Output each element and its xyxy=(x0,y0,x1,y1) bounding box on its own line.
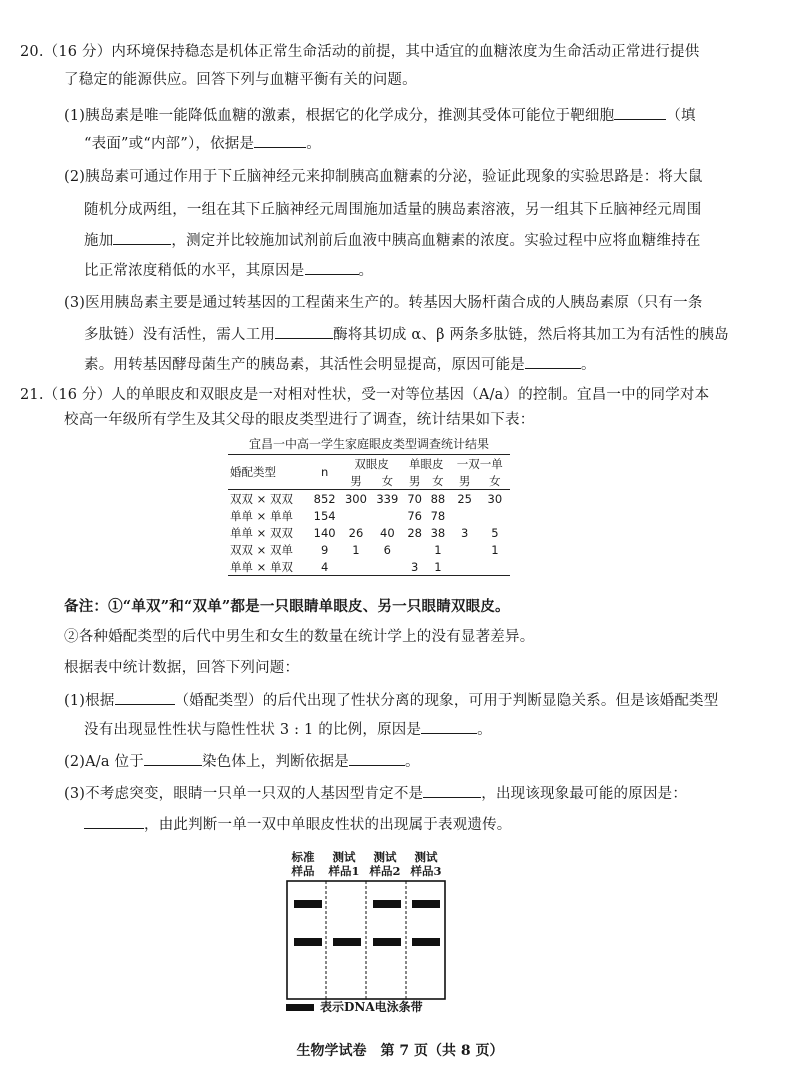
answer-blank[interactable] xyxy=(113,230,171,245)
q21-part3-line2 xyxy=(84,814,512,835)
header-male: 男 xyxy=(450,472,480,490)
legend-text: 表示DNA电泳条带 xyxy=(320,1000,423,1014)
cell-value xyxy=(450,541,480,558)
q20-part2-text-e: 比正常浓度稍低的水平，其原因是 xyxy=(84,263,305,279)
q20-part3-text-d: 素。用转基因酵母菌生产的胰岛素，其活性会明显提高，原因可能是 xyxy=(84,357,525,373)
cell-value: 28 xyxy=(407,525,422,540)
cell-value: 38 xyxy=(430,525,446,540)
q20-line-1: 20.（16 分）内环境保持稳态是机体正常生命活动的前提，其中适宜的血糖浓度为生命活动正常进行提供 xyxy=(20,44,700,60)
cell-type: 双双 × 双双 xyxy=(230,491,293,506)
band-sample1-lower xyxy=(333,938,361,946)
q21-part1-text-a: (1)根据 xyxy=(64,693,115,709)
cell-value: 339 xyxy=(376,491,399,506)
header-double-eyelid: 双眼皮 xyxy=(354,456,389,471)
header-n: n xyxy=(309,455,340,490)
q21-part3-text-c: ，由此判断一单一双中单眼皮性状的出现属于表观遗传。 xyxy=(144,817,512,833)
q20-part2-line4 xyxy=(84,260,373,281)
answer-blank[interactable] xyxy=(254,133,306,148)
cell-value: 25 xyxy=(457,491,472,506)
cell-value: 1 xyxy=(434,559,442,574)
table-header-row xyxy=(228,455,510,473)
answer-blank[interactable] xyxy=(421,719,477,734)
band-sample2-upper xyxy=(373,900,401,908)
cell-value xyxy=(450,507,480,524)
cell-n: 852 xyxy=(313,491,336,506)
answer-blank[interactable] xyxy=(305,260,359,275)
q20-part2-line1: (2)胰岛素可通过作用于下丘脑神经元来抑制胰高血糖素的分泌，验证此现象的实验思路是：将大鼠 xyxy=(64,169,703,185)
lane-label-standard: 标准 样品 xyxy=(291,850,315,878)
answer-blank[interactable] xyxy=(275,324,333,339)
cell-value: 40 xyxy=(380,525,395,540)
q21-part2-text-c: 。 xyxy=(404,754,420,770)
header-female: 女 xyxy=(372,472,403,490)
survey-table xyxy=(228,454,510,576)
q21-line-1: 21.（16 分）人的单眼皮和双眼皮是一对相对性状，受一对等位基因（A/a）的控制。宜昌一中的同学对本 xyxy=(20,387,710,403)
answer-blank[interactable] xyxy=(115,690,175,705)
q21-part1-text-c: 没有出现显性性状与隐性性状 3 : 1 的比例，原因是 xyxy=(84,722,422,738)
cell-value: 1 xyxy=(352,542,360,557)
cell-value: 3 xyxy=(460,525,469,540)
header-mixed-eyelid: 一双一单 xyxy=(456,456,503,471)
cell-value xyxy=(340,558,371,576)
answer-blank[interactable] xyxy=(423,783,481,798)
q20-part3-line3 xyxy=(84,354,596,375)
note-1: 备注：①“单双”和“双单”都是一只眼睛单眼皮、另一只眼睛双眼皮。 xyxy=(64,598,510,615)
table-row xyxy=(228,558,510,576)
cell-value xyxy=(372,558,403,576)
q20-part1-text-b: （填 xyxy=(666,108,696,124)
q21-part2-line xyxy=(64,751,420,772)
q20-part3-line1: (3)医用胰岛素主要是通过转基因的工程菌来生产的。转基因大肠杆菌合成的人胰岛素原（只有一条 xyxy=(64,295,703,311)
table-row xyxy=(228,507,510,524)
q21-part3-text-a: (3)不考虑突变，眼睛一只单一只双的人基因型肯定不是 xyxy=(64,786,424,802)
answer-blank[interactable] xyxy=(349,751,405,766)
q20-part2-line3 xyxy=(84,230,701,251)
q20-part1-text-c: “表面”或“内部”），依据是 xyxy=(84,136,255,152)
cell-value xyxy=(340,507,371,524)
cell-type: 单单 × 双双 xyxy=(230,525,293,540)
header-male: 男 xyxy=(340,472,371,490)
header-female: 女 xyxy=(480,472,510,490)
q20-part1-line2 xyxy=(84,133,321,154)
cell-n: 9 xyxy=(320,542,329,557)
cell-type: 双双 × 双单 xyxy=(230,542,293,557)
cell-n: 140 xyxy=(313,525,336,540)
electrophoresis-figure xyxy=(286,850,456,1020)
q21-part3-line1 xyxy=(64,783,687,804)
q20-part3-text-c: 酶将其切成 α、β 两条多肽链，然后将其加工为有活性的胰岛 xyxy=(333,327,729,343)
table-row xyxy=(228,524,510,541)
band-sample3-upper xyxy=(412,900,440,908)
prompt: 根据表中统计数据，回答下列问题： xyxy=(64,660,300,676)
lane-label-sample-3: 测试 样品3 xyxy=(410,850,442,878)
answer-blank[interactable] xyxy=(525,354,581,369)
q21-part2-text-b: 染色体上，判断依据是 xyxy=(201,754,349,770)
cell-value: 3 xyxy=(410,559,419,574)
q21-part1-text-d: 。 xyxy=(477,722,492,738)
cell-value: 1 xyxy=(491,542,499,557)
cell-value xyxy=(480,507,510,524)
q20-part2-text-d: ，测定并比较施加试剂前后血液中胰高血糖素的浓度。实验过程中应将血糖维持在 xyxy=(171,233,701,249)
cell-value: 78 xyxy=(430,508,446,523)
q20-part1-text-d: 。 xyxy=(306,136,321,152)
survey-table-block xyxy=(228,436,510,576)
legend-band-swatch xyxy=(286,1004,314,1011)
cell-value: 6 xyxy=(383,542,391,557)
q20-part1-line1 xyxy=(64,105,696,126)
cell-value: 70 xyxy=(407,491,422,506)
cell-value: 88 xyxy=(430,491,446,506)
cell-value xyxy=(450,558,480,576)
q20-part3-line2 xyxy=(84,324,729,345)
cell-value: 1 xyxy=(434,542,442,557)
cell-value: 30 xyxy=(487,491,503,506)
q21-part2-text-a: (2)A/a 位于 xyxy=(64,754,144,770)
cell-value xyxy=(480,558,510,576)
header-marriage-type: 婚配类型 xyxy=(228,455,309,490)
answer-blank[interactable] xyxy=(84,814,144,829)
table-title: 宜昌一中高一学生家庭眼皮类型调查统计结果 xyxy=(248,437,489,451)
band-sample2-lower xyxy=(373,938,401,946)
cell-value: 300 xyxy=(344,491,367,506)
header-female: 女 xyxy=(426,472,449,490)
cell-value xyxy=(403,541,426,558)
cell-type: 单单 × 单双 xyxy=(230,559,293,574)
q21-part1-text-b: （婚配类型）的后代出现了性状分离的现象，可用于判断显隐关系。但是该婚配类型 xyxy=(174,693,719,709)
q20-part2-line2: 随机分成两组，一组在其下丘脑神经元周围施加适量的胰岛素溶液，另一组其下丘脑神经元周围 xyxy=(84,202,702,218)
q20-part2-text-f: 。 xyxy=(358,263,374,279)
table-row xyxy=(228,490,510,508)
q21-part1-line1 xyxy=(64,690,718,711)
cell-value: 5 xyxy=(491,525,499,540)
answer-blank[interactable] xyxy=(614,105,666,120)
q20-part3-text-e: 。 xyxy=(581,357,596,373)
cell-value: 76 xyxy=(407,508,422,523)
answer-blank[interactable] xyxy=(144,751,202,766)
cell-n: 154 xyxy=(313,508,336,523)
cell-type: 单单 × 单单 xyxy=(230,508,293,523)
lane-label-sample-2: 测试 样品2 xyxy=(369,850,401,878)
band-standard-upper xyxy=(294,900,322,908)
q21-line-2: 校高一年级所有学生及其父母的眼皮类型进行了调查，统计结果如下表： xyxy=(64,412,535,428)
band-sample3-lower xyxy=(412,938,440,946)
cell-value xyxy=(372,507,403,524)
q21-part1-line2 xyxy=(84,719,492,740)
cell-value: 26 xyxy=(348,525,364,540)
q20-part3-text-b: 多肽链）没有活性，需人工用 xyxy=(84,327,276,343)
q20-part2-text-c: 施加 xyxy=(84,233,114,249)
q20-line-2: 了稳定的能源供应。回答下列与血糖平衡有关的问题。 xyxy=(64,72,417,88)
table-row xyxy=(228,541,510,558)
header-male: 男 xyxy=(403,472,426,490)
q20-part1-text-a: (1)胰岛素是唯一能降低血糖的激素，根据它的化学成分，推测其受体可能位于靶细胞 xyxy=(64,108,615,124)
note-2: ②各种婚配类型的后代中男生和女生的数量在统计学上的没有显著差异。 xyxy=(64,629,535,645)
cell-n: 4 xyxy=(320,559,329,574)
page-footer: 生物学试卷 第 7 页（共 8 页） xyxy=(296,1043,504,1059)
q21-part3-text-b: ，出现该现象最可能的原因是： xyxy=(481,786,688,802)
band-standard-lower xyxy=(294,938,322,946)
header-single-eyelid: 单眼皮 xyxy=(409,456,444,471)
lane-label-sample-1: 测试 样品1 xyxy=(328,850,360,878)
